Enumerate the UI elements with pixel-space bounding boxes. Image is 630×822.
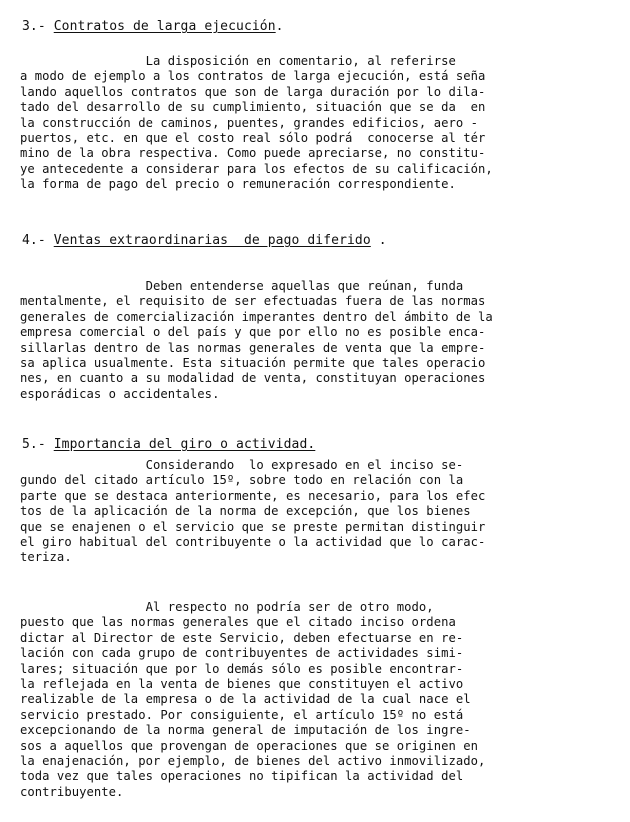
text-line: Al respecto no podría ser de otro modo, bbox=[20, 600, 434, 614]
text-line: tos de la aplicación de la norma de excepción, que los bienes bbox=[20, 504, 471, 519]
text-line: lares; situación que por lo demás sólo es posible encontrar- bbox=[20, 661, 464, 676]
paragraph-3-1 bbox=[20, 54, 493, 193]
text-line: teriza. bbox=[20, 550, 72, 565]
section-heading-4 bbox=[22, 233, 387, 249]
text-line: ye antecedente a considerar para los efectos de su calificación, bbox=[20, 161, 493, 176]
text-line: La disposición en comentario, al referirse bbox=[20, 54, 456, 68]
text-line: puesto que las normas generales que el citado inciso ordena bbox=[20, 615, 456, 630]
text-line: sos a aquellos que provengan de operaciones que se originen en bbox=[20, 738, 479, 753]
text-line: servicio prestado. Por consiguiente, el artículo 15º no está bbox=[20, 707, 464, 722]
text-line: mino de la obra respectiva. Como puede apreciarse, no constitu- bbox=[20, 146, 486, 161]
text-line: parte que se destaca anteriormente, es necesario, para los efec bbox=[20, 488, 486, 503]
paragraph-5-1 bbox=[20, 458, 485, 566]
section-title: Contratos de larga ejecución bbox=[53, 19, 276, 34]
text-line: realizable de la empresa o de la actividad de la cual nace el bbox=[20, 692, 471, 707]
text-line: la construcción de caminos, puentes, grandes edificios, aero - bbox=[20, 115, 479, 130]
section-heading-5 bbox=[22, 437, 315, 453]
text-line: generales de comercialización imperantes dentro del ámbito de la bbox=[20, 309, 493, 324]
text-line: lando aquellos contratos que son de larga duración por lo dila- bbox=[20, 84, 486, 99]
section-title: Importancia del giro o actividad. bbox=[53, 437, 316, 452]
text-line: dictar al Director de este Servicio, deben efectuarse en re- bbox=[20, 630, 464, 645]
text-line: toda vez que tales operaciones no tipifican la actividad del bbox=[20, 769, 464, 784]
text-line: a modo de ejemplo a los contratos de larga ejecución, está seña bbox=[20, 69, 486, 84]
text-line: Deben entenderse aquellas que reúnan, funda bbox=[20, 279, 464, 293]
text-line: excepcionando de la norma general de imputación de los ingre- bbox=[20, 723, 471, 738]
section-number: 4.- bbox=[22, 233, 46, 248]
text-line: lación con cada grupo de contribuyentes de actividades simi- bbox=[20, 646, 464, 661]
text-line: nes, en cuanto a su modalidad de venta, constituyan operaciones bbox=[20, 371, 486, 386]
text-line: la reflejada en la venta de bienes que constituyen el activo bbox=[20, 677, 464, 692]
text-line: empresa comercial o del país y que por ello no es posible enca- bbox=[20, 325, 486, 340]
section-number: 3.- bbox=[22, 19, 46, 34]
paragraph-5-2 bbox=[20, 600, 485, 800]
text-line: la forma de pago del precio o remuneración correspondiente. bbox=[20, 177, 456, 192]
text-line: sillarlas dentro de las normas generales de venta que la empre- bbox=[20, 340, 486, 355]
paragraph-4-1 bbox=[20, 279, 493, 402]
text-line: gundo del citado artículo 15º, sobre todo en relación con la bbox=[20, 473, 464, 488]
text-line: contribuyente. bbox=[20, 784, 124, 799]
text-line: esporádicas o accidentales. bbox=[20, 386, 220, 401]
text-line: Considerando lo expresado en el inciso se- bbox=[20, 458, 464, 472]
text-line: mentalmente, el requisito de ser efectuadas fuera de las normas bbox=[20, 294, 486, 309]
text-line: sa aplica usualmente. Esta situación permite que tales operacio bbox=[20, 356, 486, 371]
text-line: la enajenación, por ejemplo, de bienes del activo inmovilizado, bbox=[20, 754, 486, 769]
section-heading-3 bbox=[22, 19, 284, 35]
text-line: que se enajenen o el servicio que se preste permitan distinguir bbox=[20, 519, 486, 534]
text-line: puertos, etc. en que el costo real sólo podrá conocerse al tér bbox=[20, 131, 486, 146]
section-title-suffix: . bbox=[370, 233, 387, 248]
section-title-suffix: . bbox=[275, 19, 284, 34]
text-line: tado del desarrollo de su cumplimiento, situación que se da en bbox=[20, 100, 486, 115]
text-line: el giro habitual del contribuyente o la actividad que lo carac- bbox=[20, 535, 486, 550]
section-title: Ventas extraordinarias de pago diferido bbox=[53, 233, 371, 248]
section-number: 5.- bbox=[22, 437, 46, 452]
